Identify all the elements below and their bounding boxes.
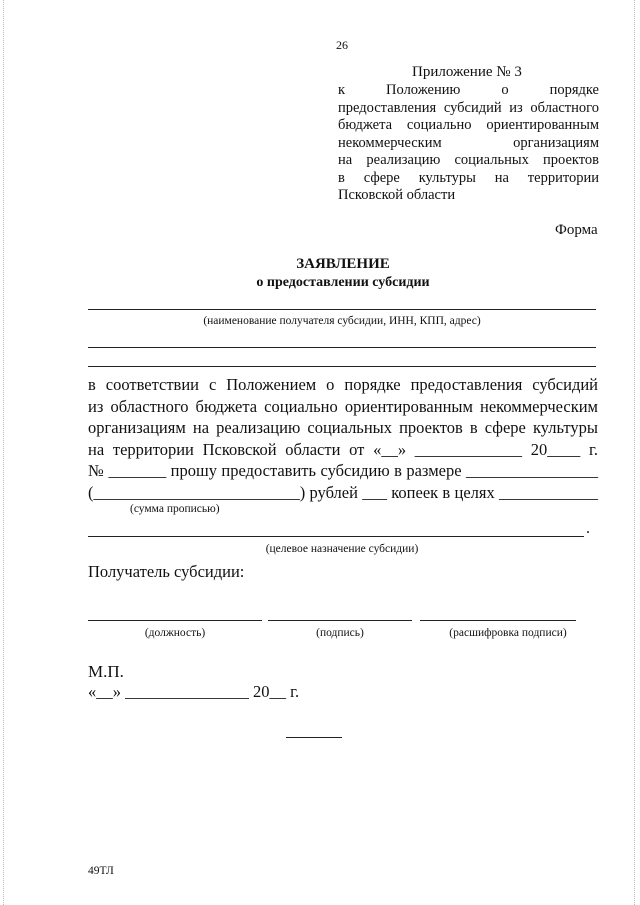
body-line: № _______ прошу предоставить субсидию в размере ________________ (88, 461, 598, 480)
footer-code: 49ТЛ (88, 865, 114, 877)
position-line[interactable] (88, 620, 262, 621)
recipient-name-caption: (наименование получателя субсидии, ИНН, КПП, адрес) (203, 315, 481, 327)
amount-words-caption: (сумма прописью) (130, 503, 220, 515)
position-caption: (должность) (144, 627, 206, 639)
purpose-caption: (целевое назначение субсидии) (265, 543, 419, 555)
body-line: на территории Псковской области от «__» _____________ 20____ г. (88, 439, 598, 459)
end-divider (286, 737, 342, 738)
annex-line: в сфере культуры на территории (338, 169, 599, 186)
annex-body (338, 82, 599, 205)
stamp-label: М.П. (88, 662, 124, 681)
signature-caption: (подпись) (316, 627, 364, 639)
left-margin-dots (3, 0, 4, 905)
document-title: ЗАЯВЛЕНИЕ (296, 256, 390, 272)
recipient-label: Получатель субсидии: (88, 562, 245, 581)
body-line: организациям на реализацию социальных проектов в сфере культуры (88, 418, 598, 437)
document-subtitle: о предоставлении субсидии (256, 275, 430, 290)
form-label: Форма (555, 222, 598, 238)
annex-line: на реализацию социальных проектов (338, 152, 599, 168)
annex-line: некоммерческим организациям (338, 134, 599, 151)
body-line: в соответствии с Положением о порядке предоставления субсидий (88, 375, 598, 394)
application-body (88, 374, 598, 503)
date-line[interactable]: «__» _______________ 20__ г. (88, 682, 300, 701)
purpose-period: . (586, 520, 590, 537)
page-number: 26 (336, 38, 348, 52)
body-line: из областного бюджета социально ориентированным некоммерческим (88, 396, 598, 416)
annex-line: бюджета социально ориентированным (338, 117, 599, 133)
signature-line[interactable] (268, 620, 412, 621)
annex-line: к Положению о порядке (338, 82, 599, 98)
annex-line: Псковской области (338, 187, 456, 203)
annex-title: Приложение № 3 (412, 64, 522, 80)
signature-decoding-caption: (расшифровка подписи) (449, 627, 567, 639)
annex-line: предоставления субсидий из областного (338, 99, 599, 116)
signature-decoding-line[interactable] (420, 620, 576, 621)
right-margin-dots (634, 0, 635, 905)
recipient-address-line[interactable] (88, 347, 596, 348)
purpose-line[interactable] (88, 536, 584, 537)
body-line: (_________________________) рублей ___ копеек в целях ____________ (88, 482, 598, 502)
recipient-extra-line[interactable] (88, 366, 596, 367)
recipient-name-line[interactable] (88, 309, 596, 310)
